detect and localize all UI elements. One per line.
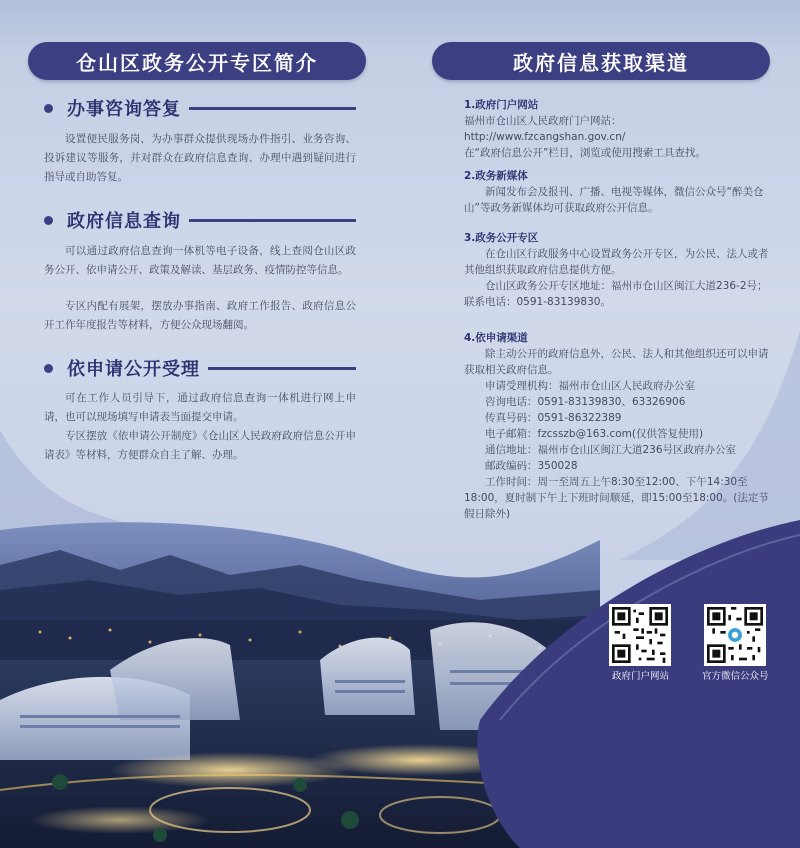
channel-line: 传真号码：0591-86322389 — [485, 412, 622, 424]
section-paragraph: 可以通过政府信息查询一体机等电子设备，线上查阅仓山区政务公开、依申请公开、政策及解读、基层政务、疫情防控等信息。 — [44, 245, 356, 276]
divider — [208, 367, 356, 370]
channel-text: 工作时间：周一至周五上午8:30至12:00、下午14:30至18:00，夏时制下午上下班时间顺延，即15:00至18:00。(法定节假日除外) — [464, 476, 769, 520]
channel-text: 新闻发布会及报刊、广播、电视等媒体，微信公众号“醉美仓山”等政务新媒体均可获取政府公开信息。 — [464, 186, 764, 214]
channel-line: 咨询电话：0591-83139830、63326906 — [485, 396, 686, 408]
channel-zone — [464, 230, 774, 310]
channel-title: 1.政府门户网站 — [464, 99, 539, 111]
section-title: 依申请公开受理 — [67, 359, 200, 380]
channel-title: 2.政务新媒体 — [464, 170, 528, 182]
portal-qr-code[interactable] — [609, 604, 671, 666]
channel-application — [464, 330, 774, 522]
channel-portal — [464, 97, 774, 161]
channel-title: 4.依申请渠道 — [464, 332, 528, 344]
channel-text: 仓山区政务公开专区地址：福州市仓山区闽江大道236-2号；联系电话：0591-83139830。 — [464, 280, 768, 308]
intro-header: 仓山区政务公开专区简介 — [28, 42, 366, 80]
divider — [189, 219, 356, 222]
channel-title: 3.政务公开专区 — [464, 232, 539, 244]
channel-new-media — [464, 168, 774, 216]
channel-line: 在“政府信息公开”栏目，浏览或使用搜索工具查找。 — [464, 147, 706, 159]
section-paragraph: 设置便民服务岗，为办事群众提供现场办件指引、业务咨询、投诉建议等服务，并对群众在政府信息查询、办理中遇到疑问进行指导或自助答复。 — [44, 133, 356, 183]
bullet-dot — [44, 364, 53, 373]
section-heading-application — [44, 355, 356, 381]
qr-code-icon — [707, 607, 763, 663]
section-paragraph: 专区摆放《依申请公开制度》《仓山区人民政府政府信息公开申请表》等材料，方便群众自主了解、办理。 — [44, 430, 356, 461]
portal-url-link[interactable]: http://www.fzcangshan.gov.cn/ — [464, 131, 626, 143]
section-paragraph: 专区内配有展架，摆放办事指南、政府工作报告、政府信息公开工作年度报告等材料，方便公众现场翻阅。 — [44, 300, 356, 331]
bullet-dot — [44, 104, 53, 113]
channel-line: 福州市仓山区人民政府门户网站： — [464, 115, 622, 127]
channel-text: 除主动公开的政府信息外，公民、法人和其他组织还可以申请获取相关政府信息。 — [464, 348, 769, 376]
section-heading-consult — [44, 95, 356, 121]
wechat-qr-code[interactable] — [704, 604, 766, 666]
channel-line: 邮政编码：350028 — [485, 460, 578, 472]
channels-header: 政府信息获取渠道 — [432, 42, 770, 80]
section-title: 办事咨询答复 — [67, 99, 181, 120]
section-paragraph: 可在工作人员引导下，通过政府信息查询一体机进行网上申请，也可以现场填写申请表当面提交申请。 — [44, 392, 356, 423]
section-title: 政府信息查询 — [67, 211, 181, 232]
channel-text: 在仓山区行政服务中心设置政务公开专区，为公民、法人或者其他组织获取政府信息提供方便。 — [464, 248, 769, 276]
email-link[interactable]: 电子邮箱：fzcsszb@163.com(仅供答复使用) — [485, 428, 704, 440]
qr-label: 政府门户网站 — [612, 671, 670, 682]
qr-code-icon — [612, 607, 668, 663]
channel-line: 申请受理机构：福州市仓山区人民政府办公室 — [485, 380, 695, 392]
qr-label: 官方微信公众号 — [702, 671, 769, 682]
channel-line: 通信地址：福州市仓山区闽江大道236号区政府办公室 — [485, 444, 737, 456]
bullet-dot — [44, 216, 53, 225]
section-heading-query — [44, 207, 356, 233]
city-night-photo — [0, 520, 800, 848]
divider — [189, 107, 356, 110]
